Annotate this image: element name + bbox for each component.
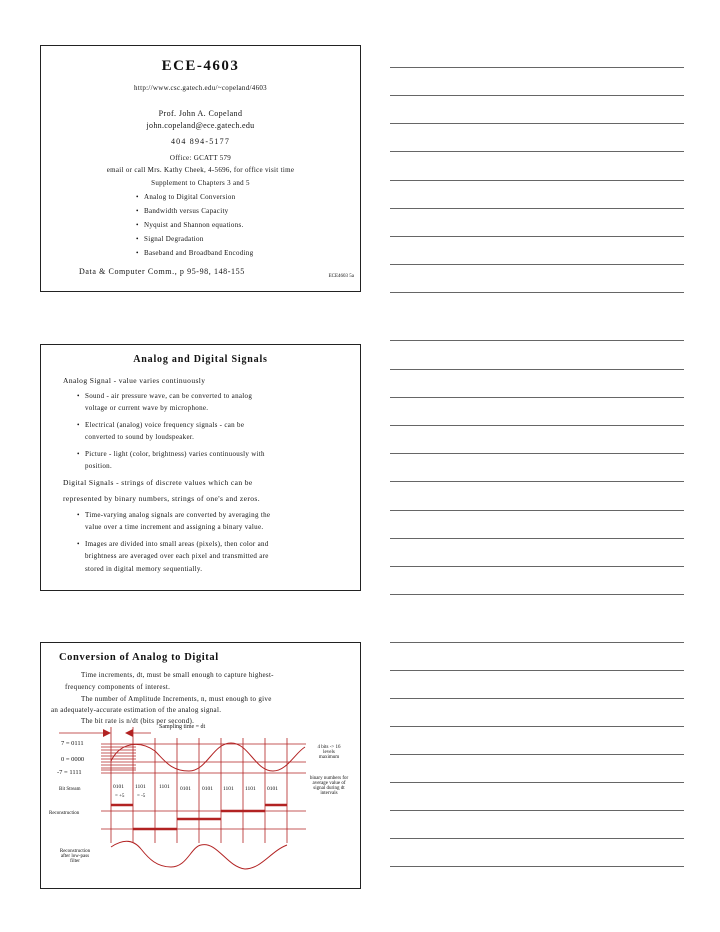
slide-analog-to-digital-conversion bbox=[40, 642, 361, 889]
notes-line bbox=[390, 208, 684, 209]
sub-value: = +5 bbox=[115, 794, 125, 799]
level-neg7-label: -7 = 1111 bbox=[57, 769, 82, 776]
bit-value: 0101 bbox=[180, 786, 191, 792]
textbook-reference: Data & Computer Comm., p 95-98, 148-155 bbox=[79, 267, 245, 276]
notes-line bbox=[390, 95, 684, 96]
analog-bullet: • Electrical (analog) voice frequency signals - can be bbox=[85, 421, 244, 429]
reconstruction-label: Reconstruction bbox=[49, 811, 80, 816]
slide-analog-digital-signals bbox=[40, 344, 361, 591]
notes-line bbox=[390, 866, 684, 867]
notes-line bbox=[390, 594, 684, 595]
notes-line bbox=[390, 510, 684, 511]
analog-bullet-cont: position. bbox=[85, 462, 113, 470]
notes-line bbox=[390, 264, 684, 265]
professor-phone: 404 894-5177 bbox=[170, 137, 231, 146]
office-location: Office: GCATT 579 bbox=[169, 154, 232, 162]
notes-line bbox=[390, 566, 684, 567]
paragraph-3: The bit rate is n/dt (bits per second). bbox=[81, 717, 195, 725]
notes-line bbox=[390, 698, 684, 699]
notes-line bbox=[390, 810, 684, 811]
supplement-note: Supplement to Chapters 3 and 5 bbox=[151, 179, 250, 187]
digital-bullet-cont: value over a time increment and assigning a binary value. bbox=[85, 523, 264, 531]
analog-bullet: • Picture - light (color, brightness) varies continuously with bbox=[85, 450, 265, 458]
analog-bullet: • Sound - air pressure wave, can be converted to analog bbox=[85, 392, 252, 400]
topic-bullet: • Bandwidth versus Capacity bbox=[144, 207, 229, 215]
analog-bullet-cont: voltage or current wave by microphone. bbox=[85, 404, 209, 412]
contact-info: email or call Mrs. Kathy Cheek, 4-5696, for office visit time bbox=[106, 166, 295, 174]
digital-bullet: • Images are divided into small areas (pixels), then color and bbox=[85, 540, 269, 548]
digital-bullet-cont: stored in digital memory sequentially. bbox=[85, 565, 203, 573]
notes-line bbox=[390, 838, 684, 839]
notes-line bbox=[390, 123, 684, 124]
slide-ece4603-intro bbox=[40, 45, 361, 292]
bit-value: 1101 bbox=[245, 786, 256, 792]
paragraph-1-line1: Time increments, dt, must be small enough to capture highest- bbox=[81, 671, 274, 679]
analog-bullet-cont: converted to sound by loudspeaker. bbox=[85, 433, 195, 441]
notes-line bbox=[390, 754, 684, 755]
professor-name: Prof. John A. Copeland bbox=[158, 109, 243, 118]
notes-line bbox=[390, 397, 684, 398]
notes-line bbox=[390, 340, 684, 341]
level-7-label: 7 = 0111 bbox=[61, 740, 84, 747]
slide-title: ECE-4603 bbox=[161, 58, 240, 74]
course-url[interactable]: http://www.csc.gatech.edu/~copeland/4603 bbox=[134, 84, 267, 92]
digital-heading-line1: Digital Signals - strings of discrete values which can be bbox=[63, 478, 253, 487]
notes-line bbox=[390, 236, 684, 237]
slide-id: ECE4603 5a bbox=[328, 274, 354, 279]
notes-line bbox=[390, 670, 684, 671]
notes-line bbox=[390, 481, 684, 482]
sampling-time-label: Sampling time = dt bbox=[159, 724, 206, 730]
slide-title: Conversion of Analog to Digital bbox=[59, 652, 219, 663]
notes-line bbox=[390, 180, 684, 181]
notes-line bbox=[390, 151, 684, 152]
topic-bullet: • Signal Degradation bbox=[144, 235, 204, 243]
digital-heading-line2: represented by binary numbers, strings of one's and zeros. bbox=[63, 494, 261, 503]
topic-bullet: • Analog to Digital Conversion bbox=[144, 193, 235, 201]
paragraph-1-line2: frequency components of interest. bbox=[65, 683, 171, 691]
notes-line bbox=[390, 67, 684, 68]
bit-value: 1101 bbox=[159, 784, 170, 790]
filter-label: Reconstruction after low-pass filter bbox=[59, 849, 91, 864]
bit-value: 1101 bbox=[135, 784, 146, 790]
notes-line bbox=[390, 782, 684, 783]
notes-line bbox=[390, 538, 684, 539]
bit-stream-label: Bit Stream bbox=[59, 787, 81, 792]
professor-email[interactable]: john.copeland@ece.gatech.edu bbox=[146, 121, 255, 130]
analog-heading: Analog Signal - value varies continuously bbox=[63, 376, 206, 385]
level-0-label: 0 = 0000 bbox=[61, 756, 85, 763]
bit-value: 0101 bbox=[267, 786, 278, 792]
notes-line bbox=[390, 369, 684, 370]
digital-bullet: • Time-varying analog signals are converted by averaging the bbox=[85, 511, 270, 519]
notes-line bbox=[390, 726, 684, 727]
paragraph-2-line2: an adequately-accurate estimation of the analog signal. bbox=[51, 706, 222, 714]
notes-line bbox=[390, 453, 684, 454]
bit-value: 0101 bbox=[113, 784, 124, 790]
binary-numbers-note: binary numbers for average value of signal during dt intervals bbox=[309, 776, 349, 796]
digital-bullet-cont: brightness are averaged over each pixel and transmitted are bbox=[85, 552, 269, 560]
slide-title: Analog and Digital Signals bbox=[133, 354, 268, 365]
bit-value: 0101 bbox=[202, 786, 213, 792]
topic-bullet: • Baseband and Broadband Encoding bbox=[144, 249, 253, 257]
bits-note: 4 bits -> 16 levels maximum bbox=[317, 745, 341, 760]
notes-line bbox=[390, 642, 684, 643]
notes-line bbox=[390, 292, 684, 293]
sub-value: = -5 bbox=[137, 794, 146, 799]
paragraph-2-line1: The number of Amplitude Increments, n, must enough to give bbox=[81, 695, 272, 703]
bit-value: 1101 bbox=[223, 786, 234, 792]
notes-line bbox=[390, 425, 684, 426]
topic-bullet: • Nyquist and Shannon equations. bbox=[144, 221, 244, 229]
